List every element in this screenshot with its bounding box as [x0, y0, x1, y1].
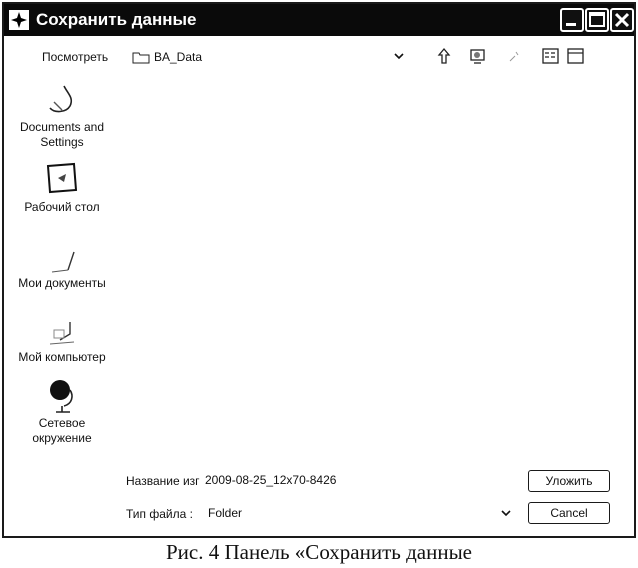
look-in-dropdown[interactable]	[128, 44, 416, 68]
desktop-icon[interactable]	[468, 46, 488, 66]
figure-caption: Рис. 4 Панель «Сохранить данные	[165, 540, 473, 564]
place-my-documents[interactable]	[8, 236, 116, 291]
folder-icon	[132, 50, 150, 64]
save-button[interactable]: Уложить	[528, 470, 610, 492]
place-label: Сетевое окружение	[32, 416, 92, 445]
up-folder-icon[interactable]	[434, 46, 454, 66]
places-bar	[0, 78, 118, 458]
details-view-icon[interactable]	[566, 46, 586, 66]
app-icon	[9, 10, 29, 30]
filename-label: Название изг	[126, 474, 200, 488]
folder-icon	[40, 80, 84, 120]
network-icon	[40, 376, 84, 416]
cancel-button[interactable]: Cancel	[528, 502, 610, 524]
place-label: Мой компьютер	[18, 350, 106, 364]
desktop-icon	[40, 160, 84, 200]
place-network[interactable]	[8, 376, 116, 446]
filename-field[interactable]	[205, 470, 510, 490]
place-desktop[interactable]	[8, 160, 116, 215]
title-bar[interactable]	[4, 4, 634, 36]
filetype-label: Тип файла :	[126, 507, 193, 521]
computer-icon	[40, 310, 84, 350]
maximize-button[interactable]	[585, 8, 609, 32]
list-view-icon[interactable]	[541, 46, 561, 66]
place-label: Рабочий стол	[24, 200, 100, 214]
place-label: Documents and Settings	[19, 120, 105, 149]
place-my-computer[interactable]	[8, 310, 116, 365]
file-list-area[interactable]	[120, 74, 628, 454]
new-folder-icon[interactable]	[506, 46, 526, 66]
place-documents-and-settings[interactable]	[8, 80, 116, 150]
close-button[interactable]	[610, 8, 634, 32]
window-title: Сохранить данные	[36, 10, 197, 29]
filetype-value: Folder	[208, 506, 243, 520]
chevron-down-icon[interactable]	[500, 507, 512, 519]
current-folder-name: BA_Data	[154, 50, 203, 64]
look-in-label: Посмотреть	[42, 50, 109, 64]
filetype-dropdown[interactable]	[200, 503, 522, 523]
chevron-down-icon[interactable]	[393, 50, 405, 62]
documents-icon	[40, 236, 84, 276]
place-label: Мои документы	[18, 276, 106, 290]
minimize-button[interactable]	[560, 8, 584, 32]
